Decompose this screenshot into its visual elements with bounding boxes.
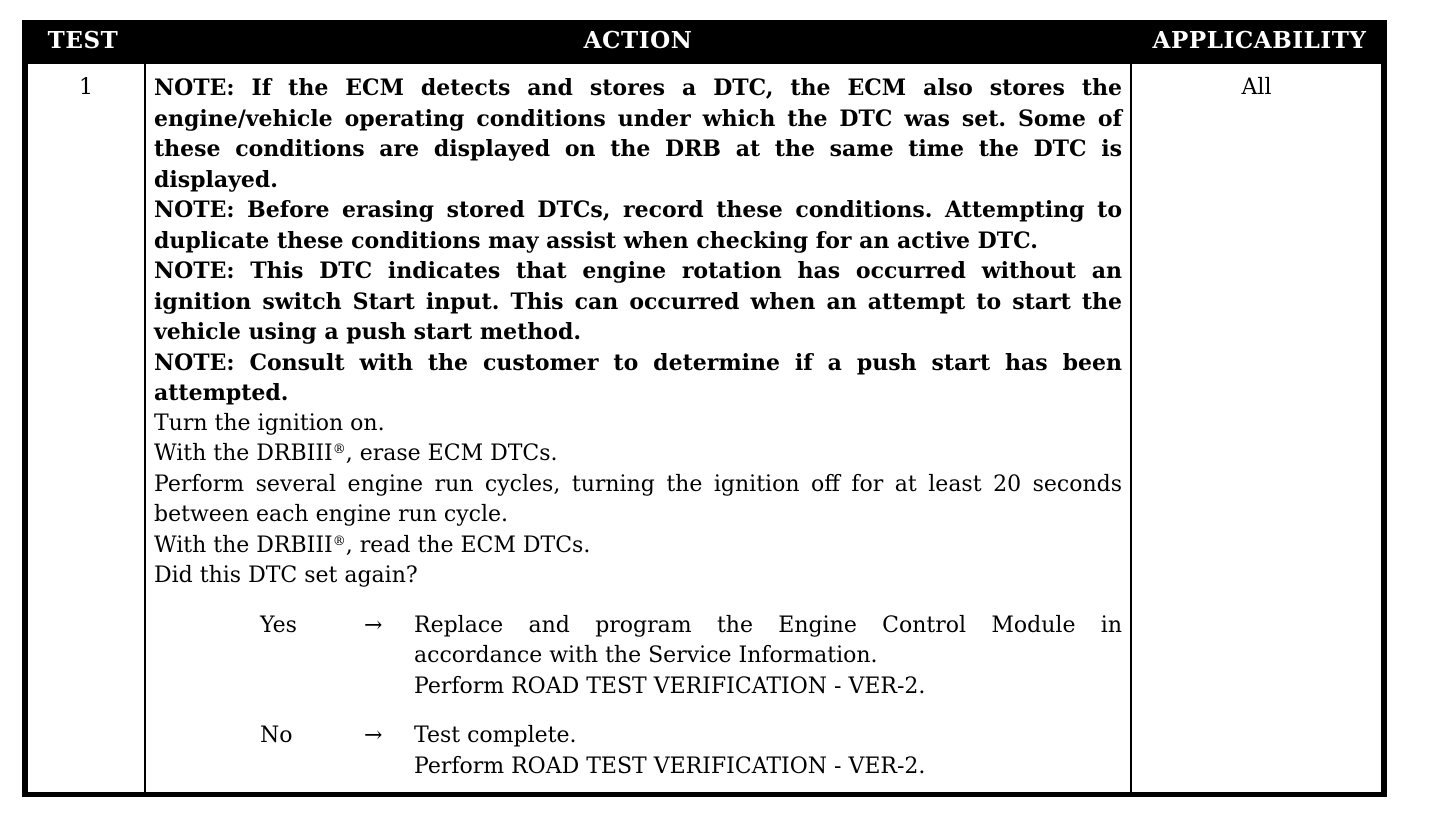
- registered-mark: ®: [332, 533, 346, 549]
- step-erase-text: With the DRBIII: [154, 441, 333, 466]
- step-read-dtcs: [154, 531, 1122, 562]
- test-number: 1: [79, 75, 93, 100]
- branch-no-label: No: [260, 723, 293, 748]
- note-ecm-stores: NOTE: If the ECM detects and stores a DTC, the ECM also stores the engine/vehicle operating conditions under which the DTC was set. Some of these conditions are displayed on the DRB at the same time the DTC is displayed.: [154, 75, 1122, 193]
- branch-yes-line1: Replace and program the Engine Control Module in accordance with the Service Information.: [414, 612, 1122, 668]
- branch-yes: [154, 611, 1122, 703]
- header-applicability: APPLICABILITY: [1152, 27, 1367, 54]
- applicability-value: All: [1241, 75, 1272, 100]
- applicability-cell: [1132, 64, 1381, 792]
- branch-yes-text: [414, 611, 1122, 703]
- step-run-cycles: Perform several engine run cycles, turning the ignition off for at least 20 seconds between each engine run cycle.: [154, 471, 1122, 527]
- header-action: ACTION: [583, 27, 693, 54]
- step-ignition-on: Turn the ignition on.: [154, 410, 385, 436]
- diagnostic-table: [22, 20, 1387, 797]
- note-consult-customer: NOTE: Consult with the customer to determine if a push start has been attempted.: [154, 349, 1122, 406]
- right-arrow-icon: →: [364, 723, 383, 748]
- branch-yes-label: Yes: [260, 612, 297, 638]
- branch-no-line1: Test complete.: [414, 723, 577, 748]
- action-cell: [146, 64, 1130, 792]
- note-before-erasing: NOTE: Before erasing stored DTCs, record these conditions. Attempting to duplicate these conditions may assist when checking for an active DTC.: [154, 197, 1122, 254]
- test-cell: [28, 64, 144, 792]
- step-read-text-end: , read the ECM DTCs.: [345, 532, 591, 558]
- registered-mark: ®: [332, 442, 346, 457]
- step-erase-text-end: , erase ECM DTCs.: [345, 441, 558, 466]
- note-engine-rotation: NOTE: This DTC indicates that engine rotation has occurred without an ignition switch Start input. This can occurred when an attempt to start the vehicle using a push start method.: [154, 258, 1122, 345]
- step-question: Did this DTC set again?: [154, 563, 418, 588]
- header-test: TEST: [47, 27, 119, 54]
- step-erase-dtcs: [154, 439, 1122, 470]
- branch-yes-line2: Perform ROAD TEST VERIFICATION - VER-2.: [414, 673, 926, 699]
- right-arrow-icon: →: [364, 612, 383, 638]
- step-read-text: With the DRBIII: [154, 532, 333, 558]
- branch-no: [154, 721, 1122, 782]
- branch-no-text: [414, 721, 1122, 782]
- branch-no-line2: Perform ROAD TEST VERIFICATION - VER-2.: [414, 753, 926, 779]
